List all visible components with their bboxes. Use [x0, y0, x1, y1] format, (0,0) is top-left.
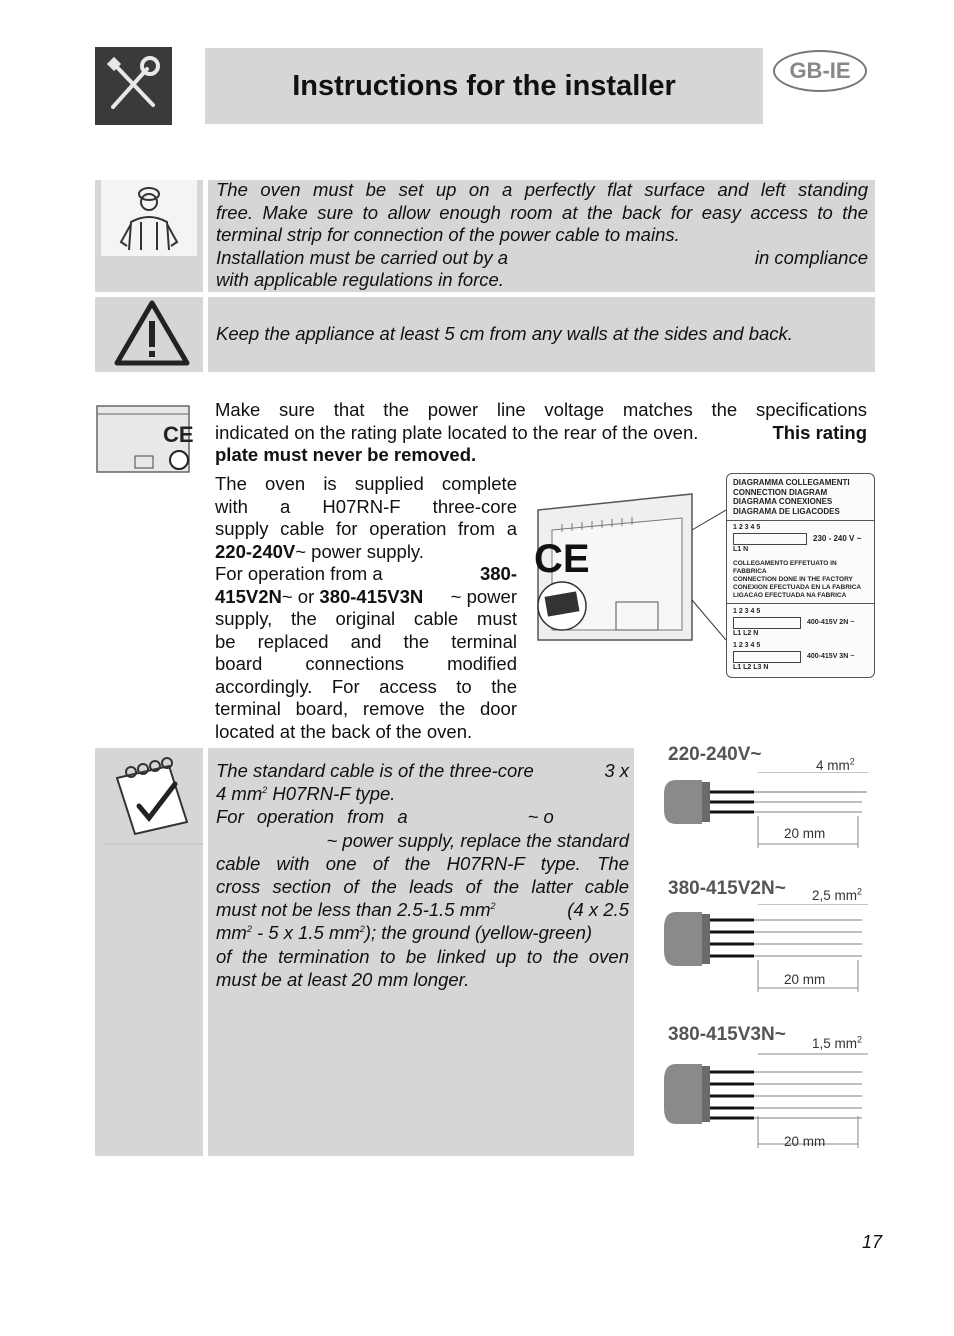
section4-text: The standard cable is of the three-core 3 x 4 $mm^2$ H07RN-F type. For operation from a ~ o ~ power supply, replace the standard cable with one of the H07RN-F type. The cross section of the leads of the latter cable must not be less than 2.5-1.5 $mm^2$ (4 x 2.5 $mm^2 - 5$ x 1.5 $mm^2$); the ground (yellow-green) of the termination to be linked up to the oven must be at least 20 mm longer.: [216, 760, 629, 990]
cable-drawing-2: [662, 904, 874, 994]
section3-column-text: The oven is supplied complete with a H07RN-F three-core supply cable for operation from a 220-240V~ power supply. For operation from a 380- 415V2N~ or 380-415V3N ~ power supply, the original cable must be replaced and the terminal board connections modified accordingly. For access to the terminal board, remove the door located at the back of the oven.: [215, 473, 517, 742]
cable-section-1: 4 $mm^2$: [816, 756, 855, 773]
cable-drawing-3: [662, 1050, 874, 1150]
cable-drawing-1: [662, 772, 874, 850]
cable-section-3: 1,5 $mm^2$: [812, 1034, 863, 1051]
page-title: Instructions for the installer: [292, 69, 676, 102]
cable-length-2: 20 mm: [784, 972, 826, 987]
cable-length-3: 20 mm: [784, 1134, 826, 1149]
terminal-block-3: [733, 651, 801, 663]
notepad-icon-cell: [95, 748, 203, 1156]
cable-label-2: 380-415V2N~: [668, 878, 786, 899]
country-badge: GB-IE: [773, 50, 867, 92]
installer-icon-cell: [95, 180, 203, 292]
installer-person-icon: [95, 180, 203, 292]
section2-text: Keep the appliance at least 5 cm from any walls at the sides and back.: [216, 323, 793, 344]
svg-text:CE: CE: [163, 422, 194, 447]
cable-diagrams: [662, 744, 874, 1154]
terminal-block-1: [733, 533, 807, 545]
terminal-block-2: [733, 617, 801, 629]
svg-text:CE: CE: [534, 537, 590, 581]
oven-back-illustration: [532, 490, 726, 648]
cable-section-2: 2,5 $mm^2$: [812, 886, 863, 903]
connection-diagram: DIAGRAMMA COLLEGAMENTI CONNECTION DIAGRAM DIAGRAMA CONEXIONES DIAGRAMA DE LIGACODES 1 2 3 4 5 230 - 240 V ~ L1 N COLLEGAMENTO EFFETUATO IN FABBRICA CONNECTION DONE IN THE FACTORY CONEXION EFECTUADA EN LA FABRICA LIGACAO EFECTUADA NA FABRICA 1 2 3 4 5 400-415V 2N ~ L1 L2 N 1 2 3 4 5 400-415V 3N ~ L1 L2 L3 N: [726, 473, 875, 678]
notepad-check-icon: [95, 748, 203, 848]
tools-icon: [95, 47, 172, 125]
cable-length-1: 20 mm: [784, 826, 826, 841]
section3-intro: Make sure that the power line voltage matches the specifications indicated on the rating plate located to the rear of the oven. This rating plate must never be removed.: [215, 399, 867, 465]
cable-label-3: 380-415V3N~: [668, 1024, 786, 1045]
warning-icon-cell: [95, 297, 203, 372]
header-bar: [205, 48, 763, 124]
section1-text: The oven must be set up on a perfectly flat surface and left standing free. Make sure to allow enough room at the back for easy access to the terminal strip for connection of the power cable to mains. Installation must be carried out by a in compliance with applicable regulations in force.: [216, 179, 868, 290]
page-number: 17: [861, 1232, 882, 1252]
warning-triangle-icon: [95, 297, 203, 372]
cable-label-1: 220-240V~: [668, 744, 762, 765]
rating-plate-icon: [95, 398, 195, 478]
